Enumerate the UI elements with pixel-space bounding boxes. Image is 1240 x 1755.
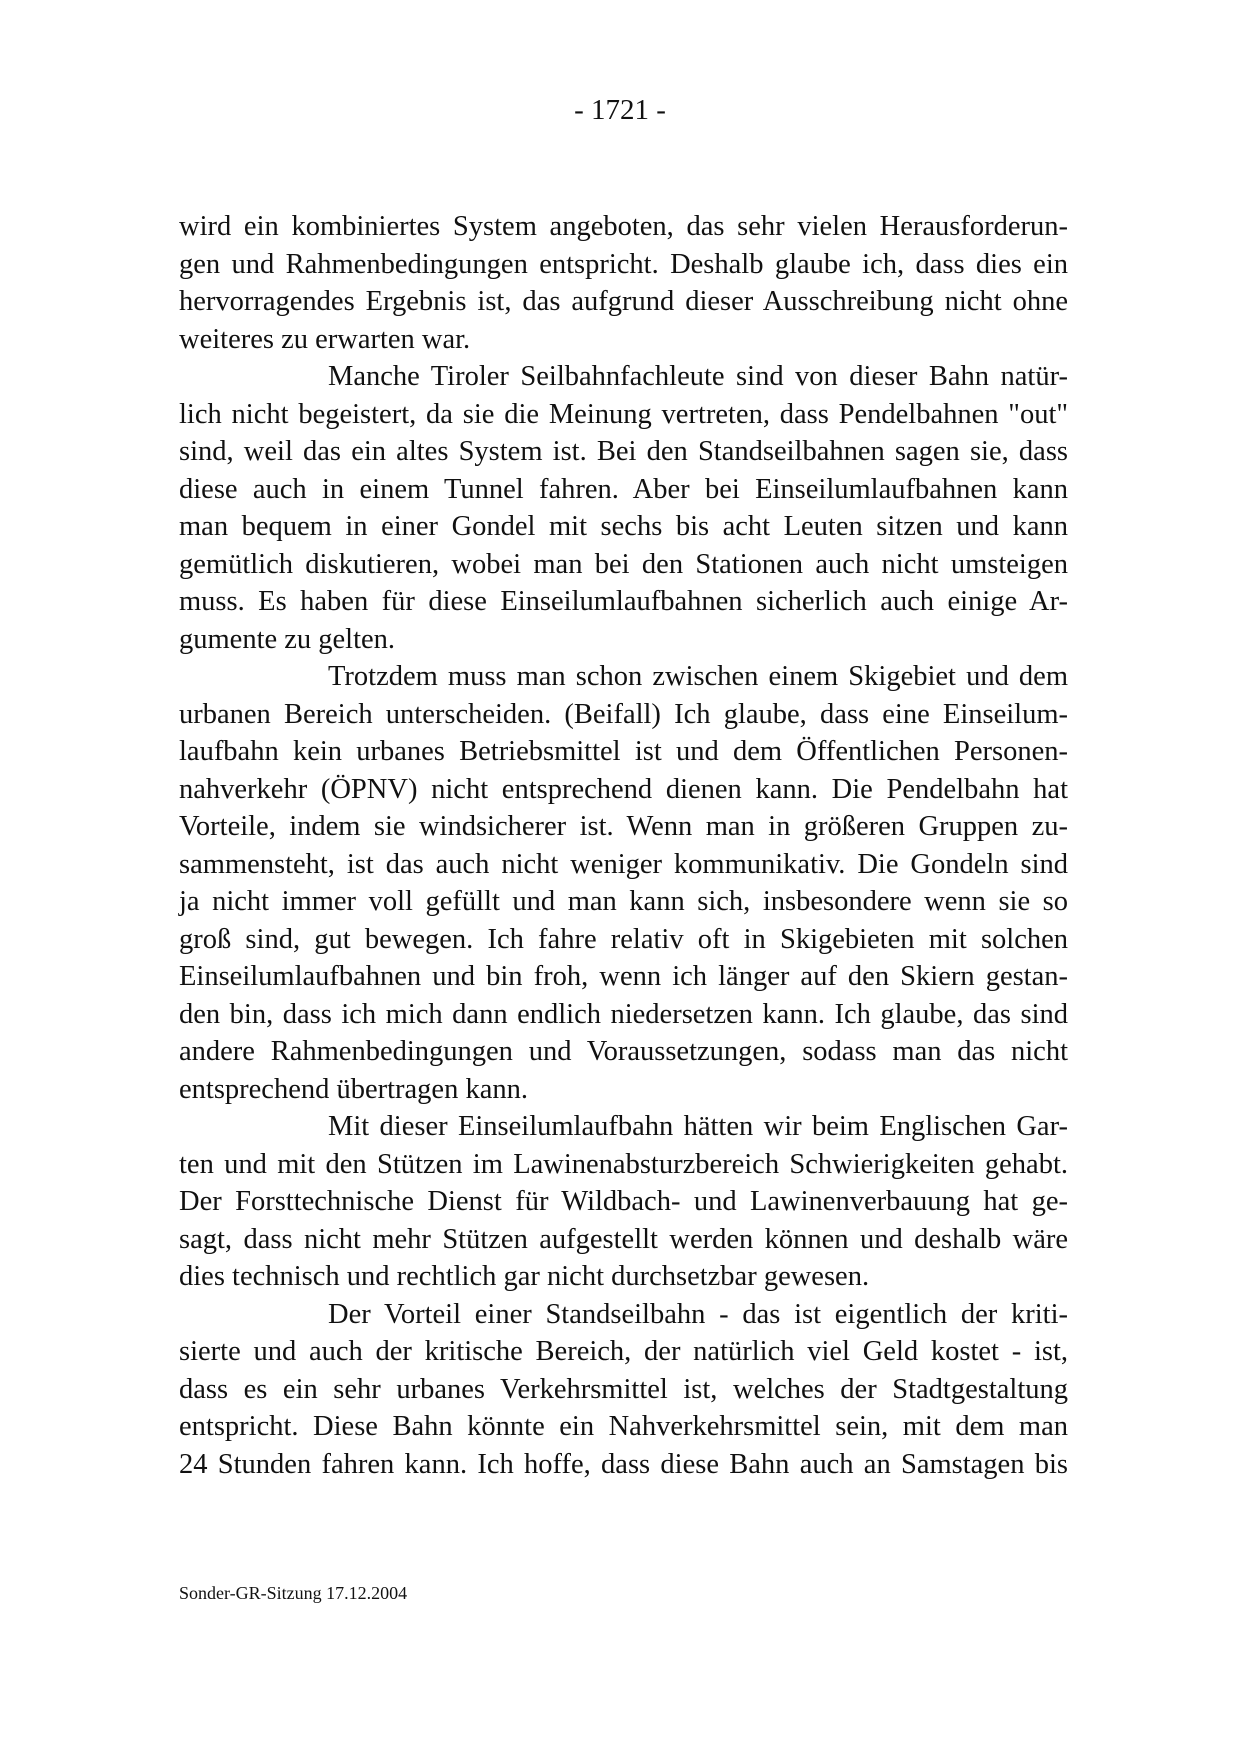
text-line: diese auch in einem Tunnel fahren. Aber bei Einseilumlaufbahnen kann (179, 473, 1068, 505)
footer-session-label: Sonder-GR-Sitzung 17.12.2004 (179, 1583, 408, 1603)
text-line: weiteres zu erwarten war. (179, 323, 471, 355)
text-line: wird ein kombiniertes System angeboten, das sehr vielen Herausforderun- (179, 211, 1068, 242)
text-line: groß sind, gut bewegen. Ich fahre relativ oft in Skigebieten mit solchen (179, 923, 1068, 955)
page-number: - 1721 - (574, 94, 666, 126)
text-line: Mit dieser Einseilumlaufbahn hätten wir beim Englischen Gar- (328, 1111, 1068, 1142)
text-line: Der Forsttechnische Dienst für Wildbach- und Lawinenverbauung hat ge- (179, 1186, 1068, 1217)
text-line: gumente zu gelten. (179, 623, 396, 655)
text-line: dass es ein sehr urbanes Verkehrsmittel ist, welches der Stadtgestaltung (179, 1373, 1068, 1405)
text-line: man bequem in einer Gondel mit sechs bis acht Leuten sitzen und kann (179, 511, 1068, 542)
text-line: Vorteile, indem sie windsicherer ist. Wenn man in größeren Gruppen zu- (179, 811, 1068, 842)
text-line: entspricht. Diese Bahn könnte ein Nahverkehrsmittel sein, mit dem man (179, 1411, 1068, 1442)
text-line: dies technisch und rechtlich gar nicht durchsetzbar gewesen. (179, 1261, 870, 1292)
text-line: Einseilumlaufbahnen und bin froh, wenn ich länger auf den Skiern gestan- (179, 961, 1068, 992)
text-line: entsprechend übertragen kann. (179, 1073, 528, 1105)
text-line: hervorragendes Ergebnis ist, das aufgrund dieser Ausschreibung nicht ohne (179, 286, 1068, 317)
text-line: Manche Tiroler Seilbahnfachleute sind von dieser Bahn natür- (328, 361, 1068, 392)
text-line: nahverkehr (ÖPNV) nicht entsprechend dienen kann. Die Pendelbahn hat (179, 773, 1068, 805)
text-line: den bin, dass ich mich dann endlich niedersetzen kann. Ich glaube, das sind (179, 998, 1068, 1030)
text-line: Trotzdem muss man schon zwischen einem Skigebiet und dem (328, 661, 1068, 692)
text-line: muss. Es haben für diese Einseilumlaufbahnen sicherlich auch einige Ar- (179, 586, 1068, 617)
text-line: sagt, dass nicht mehr Stützen aufgestellt werden können und deshalb wäre (179, 1223, 1068, 1255)
text-line: sind, weil das ein altes System ist. Bei den Standseilbahnen sagen sie, dass (179, 436, 1068, 467)
text-line: gemütlich diskutieren, wobei man bei den Stationen auch nicht umsteigen (179, 548, 1068, 580)
text-line: ten und mit den Stützen im Lawinenabsturzbereich Schwierigkeiten gehabt. (179, 1148, 1068, 1180)
text-line: 24 Stunden fahren kann. Ich hoffe, dass diese Bahn auch an Samstagen bis (179, 1448, 1068, 1480)
text-line: urbanen Bereich unterscheiden. (Beifall) Ich glaube, dass eine Einseilum- (179, 698, 1068, 730)
body-text (179, 208, 1068, 1483)
text-line: gen und Rahmenbedingungen entspricht. Deshalb glaube ich, dass dies ein (179, 248, 1068, 280)
text-line: ja nicht immer voll gefüllt und man kann sich, insbesondere wenn sie so (179, 886, 1068, 917)
text-line: andere Rahmenbedingungen und Voraussetzungen, sodass man das nicht (179, 1036, 1068, 1067)
text-line: lich nicht begeistert, da sie die Meinung vertreten, dass Pendelbahnen "out" (179, 398, 1068, 430)
text-line: sierte und auch der kritische Bereich, der natürlich viel Geld kostet - ist, (179, 1336, 1068, 1367)
text-line: Der Vorteil einer Standseilbahn - das ist eigentlich der kriti- (328, 1298, 1068, 1330)
text-line: sammensteht, ist das auch nicht weniger kommunikativ. Die Gondeln sind (179, 848, 1068, 880)
text-line: laufbahn kein urbanes Betriebsmittel ist und dem Öffentlichen Personen- (179, 736, 1068, 767)
